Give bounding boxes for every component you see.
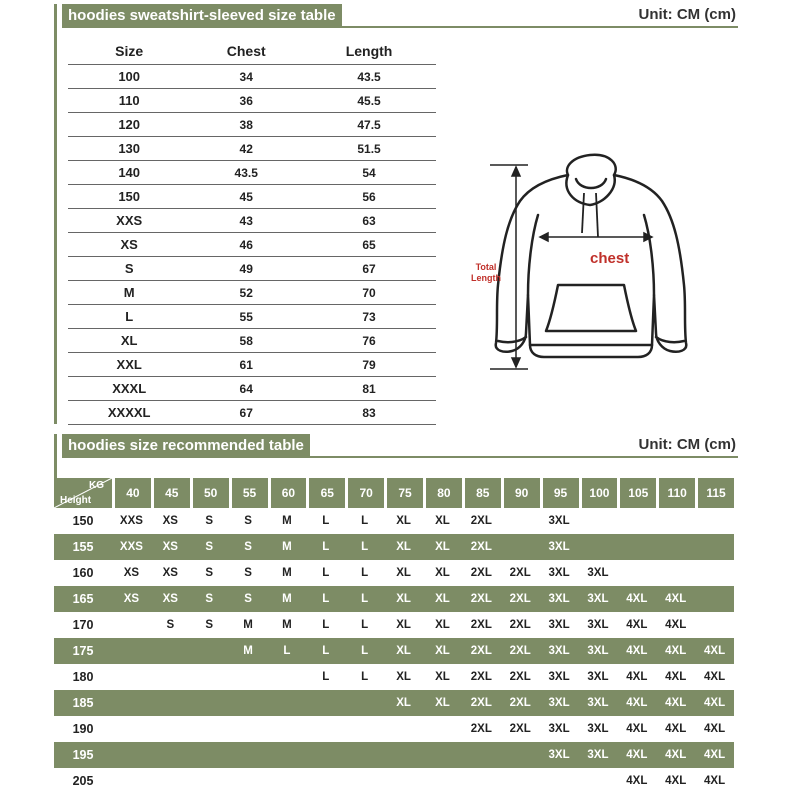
size-cell: XS — [123, 567, 140, 579]
height-cell: 160 — [72, 566, 94, 580]
size-cell: 4XL — [617, 586, 656, 612]
table-cell: XXL — [68, 353, 190, 377]
table-cell: 47.5 — [302, 113, 436, 137]
size-cell: S — [229, 534, 268, 560]
size-cell: 3XL — [548, 723, 570, 735]
size-table-title-underline — [62, 26, 738, 28]
weight-header: 45 — [151, 478, 190, 508]
table-cell: 52 — [190, 281, 302, 305]
size-cell — [112, 612, 151, 638]
size-cell — [268, 664, 307, 690]
table-cell: 100 — [68, 65, 190, 89]
table-cell: 54 — [302, 161, 436, 185]
size-cell — [151, 664, 190, 690]
size-cell — [190, 716, 229, 742]
size-cell: XL — [435, 619, 450, 631]
weight-header: 105 — [617, 478, 656, 508]
size-cell — [656, 534, 695, 560]
size-table — [68, 38, 436, 425]
size-cell: 2XL — [470, 723, 492, 735]
size-cell: 3XL — [587, 723, 609, 735]
recommended-table-unit: Unit: CM (cm) — [638, 436, 736, 453]
table-row — [68, 401, 436, 425]
size-cell — [112, 716, 151, 742]
size-cell: S — [244, 567, 252, 579]
size-cell — [112, 690, 151, 716]
size-cell — [112, 638, 151, 664]
table-cell: 67 — [190, 401, 302, 425]
corner-header — [54, 478, 112, 508]
size-cell — [695, 612, 734, 638]
size-cell: 3XL — [548, 515, 570, 527]
recommended-table-header — [54, 478, 734, 508]
table-row — [68, 89, 436, 113]
size-cell: XS — [162, 515, 178, 527]
size-cell: XL — [384, 586, 423, 612]
table-cell: 120 — [68, 113, 190, 137]
size-cell — [151, 716, 190, 742]
weight-header: 60 — [268, 478, 307, 508]
size-cell: S — [190, 534, 229, 560]
table-cell: 150 — [68, 185, 190, 209]
height-axis-label: Height — [60, 495, 92, 506]
size-cell: XL — [396, 515, 411, 527]
height-cell: 165 — [54, 586, 112, 612]
table-row — [68, 281, 436, 305]
size-cell — [151, 638, 190, 664]
size-cell: 3XL — [540, 534, 579, 560]
size-cell: 2XL — [501, 638, 540, 664]
size-cell: 3XL — [548, 567, 570, 579]
size-cell: L — [322, 515, 330, 527]
size-cell — [695, 560, 734, 586]
size-cell: L — [361, 515, 369, 527]
table-row — [68, 185, 436, 209]
size-cell — [695, 586, 734, 612]
size-cell: S — [166, 619, 175, 631]
table-cell: 140 — [68, 161, 190, 185]
table-cell: 38 — [190, 113, 302, 137]
table-cell: 81 — [302, 377, 436, 401]
size-cell — [501, 508, 540, 534]
weight-header: 110 — [656, 478, 695, 508]
table-cell: XXXXL — [68, 401, 190, 425]
size-cell — [384, 716, 423, 742]
size-cell: 2XL — [509, 619, 531, 631]
table-cell: XXS — [68, 209, 190, 233]
weight-header: 55 — [229, 478, 268, 508]
size-cell — [190, 768, 229, 794]
table-row — [68, 353, 436, 377]
table-cell: XS — [68, 233, 190, 257]
total-length-label-line2: Length — [471, 273, 501, 283]
size-cell — [229, 768, 268, 794]
size-cell — [423, 768, 462, 794]
size-table-col-header: Length — [345, 43, 393, 59]
table-cell: L — [68, 305, 190, 329]
size-cell — [617, 508, 656, 534]
chest-label: chest — [590, 250, 630, 267]
table-row — [54, 612, 734, 638]
height-cell: 185 — [54, 690, 112, 716]
table-cell: 76 — [302, 329, 436, 353]
table-row — [68, 233, 436, 257]
size-cell: 4XL — [695, 638, 734, 664]
table-row — [68, 113, 436, 137]
size-table-title: hoodies sweatshirt-sleeved size table — [62, 4, 342, 28]
size-cell: 4XL — [656, 638, 695, 664]
table-cell: 51.5 — [302, 137, 436, 161]
size-table-unit: Unit: CM (cm) — [638, 6, 736, 23]
total-length-label — [468, 262, 504, 284]
size-cell: XL — [384, 690, 423, 716]
size-cell: S — [205, 619, 214, 631]
weight-header: 65 — [306, 478, 345, 508]
size-cell — [617, 534, 656, 560]
height-cell: 205 — [72, 774, 94, 788]
size-cell: 2XL — [470, 515, 492, 527]
size-cell: 2XL — [470, 671, 492, 683]
height-cell: 175 — [54, 638, 112, 664]
size-cell — [306, 716, 345, 742]
size-cell: XL — [396, 671, 411, 683]
table-cell: 58 — [190, 329, 302, 353]
size-cell: L — [345, 534, 384, 560]
table-cell: S — [68, 257, 190, 281]
size-cell — [229, 664, 268, 690]
table-row — [54, 664, 734, 690]
weight-header: 75 — [384, 478, 423, 508]
table-row — [54, 716, 734, 742]
size-cell: L — [361, 671, 369, 683]
size-cell: XL — [423, 586, 462, 612]
size-cell — [190, 742, 229, 768]
size-cell: 2XL — [470, 619, 492, 631]
size-cell: 3XL — [579, 742, 618, 768]
height-cell: 190 — [72, 722, 94, 736]
size-cell: XL — [423, 534, 462, 560]
size-cell: 4XL — [704, 775, 726, 787]
size-cell: 2XL — [501, 690, 540, 716]
table-cell: 56 — [302, 185, 436, 209]
table-row — [54, 586, 734, 612]
weight-header: 70 — [345, 478, 384, 508]
size-cell: XS — [162, 567, 178, 579]
height-cell: 170 — [72, 618, 94, 632]
table-cell: XXXL — [68, 377, 190, 401]
table-cell: 55 — [190, 305, 302, 329]
size-cell: S — [205, 567, 214, 579]
size-cell: 3XL — [579, 638, 618, 664]
size-cell — [190, 690, 229, 716]
height-cell: 150 — [72, 514, 94, 528]
size-cell — [112, 742, 151, 768]
size-cell: XS — [112, 586, 151, 612]
table-row — [54, 638, 734, 664]
size-cell — [268, 742, 307, 768]
size-cell — [306, 690, 345, 716]
size-cell: XXS — [112, 534, 151, 560]
weight-header: 50 — [190, 478, 229, 508]
size-cell — [229, 690, 268, 716]
size-cell: S — [229, 586, 268, 612]
size-cell: M — [268, 534, 307, 560]
size-cell: XL — [423, 638, 462, 664]
size-cell: 4XL — [665, 723, 687, 735]
size-cell — [268, 768, 307, 794]
size-cell: 4XL — [617, 690, 656, 716]
size-cell — [112, 664, 151, 690]
size-cell: 2XL — [470, 567, 492, 579]
table-cell: 83 — [302, 401, 436, 425]
weight-header: 85 — [462, 478, 501, 508]
size-cell: 4XL — [665, 775, 687, 787]
size-cell — [151, 768, 190, 794]
size-table-col-header: Chest — [226, 43, 266, 59]
recommended-table — [54, 478, 734, 794]
size-cell: XL — [396, 567, 411, 579]
size-cell: M — [282, 619, 292, 631]
hoodie-illustration — [468, 145, 728, 395]
table-row — [54, 508, 734, 534]
table-row — [68, 161, 436, 185]
size-cell: 3XL — [579, 690, 618, 716]
size-cell — [579, 768, 618, 794]
size-cell — [462, 742, 501, 768]
size-cell — [306, 768, 345, 794]
size-cell: L — [322, 619, 330, 631]
size-cell: 4XL — [704, 723, 726, 735]
size-cell: 2XL — [501, 586, 540, 612]
size-cell — [151, 742, 190, 768]
size-cell: XL — [384, 638, 423, 664]
weight-header: 80 — [423, 478, 462, 508]
table-row — [54, 768, 734, 794]
size-cell: 4XL — [617, 638, 656, 664]
size-cell — [501, 742, 540, 768]
table-cell: 73 — [302, 305, 436, 329]
table-cell: 42 — [190, 137, 302, 161]
size-cell: 4XL — [656, 586, 695, 612]
table-row — [68, 65, 436, 89]
size-cell — [617, 560, 656, 586]
table-row — [54, 742, 734, 768]
size-cell: 4XL — [704, 671, 726, 683]
weight-header: 115 — [695, 478, 734, 508]
size-cell: S — [190, 586, 229, 612]
table-cell: 34 — [190, 65, 302, 89]
table-cell: 61 — [190, 353, 302, 377]
height-cell: 155 — [54, 534, 112, 560]
size-cell: 4XL — [665, 619, 687, 631]
table-cell: XL — [68, 329, 190, 353]
size-cell: L — [361, 619, 369, 631]
size-cell: 4XL — [626, 775, 648, 787]
size-cell — [345, 690, 384, 716]
table-cell: 45 — [190, 185, 302, 209]
size-cell — [656, 560, 695, 586]
size-cell — [462, 768, 501, 794]
size-cell: XXS — [119, 515, 143, 527]
size-cell — [268, 690, 307, 716]
size-cell: M — [282, 567, 292, 579]
table-row — [54, 534, 734, 560]
size-cell — [229, 716, 268, 742]
size-cell — [151, 690, 190, 716]
size-table-header — [68, 38, 436, 65]
size-cell — [345, 716, 384, 742]
size-cell — [423, 716, 462, 742]
size-cell: 4XL — [626, 671, 648, 683]
size-cell — [423, 742, 462, 768]
size-cell — [656, 508, 695, 534]
table-row — [54, 690, 734, 716]
size-cell: 4XL — [695, 690, 734, 716]
size-cell — [345, 742, 384, 768]
size-cell — [229, 742, 268, 768]
size-cell: L — [322, 671, 330, 683]
size-cell: 3XL — [540, 638, 579, 664]
size-cell — [345, 768, 384, 794]
size-cell — [112, 768, 151, 794]
table-cell: 43.5 — [302, 65, 436, 89]
size-cell — [306, 742, 345, 768]
size-cell: 3XL — [587, 619, 609, 631]
table-row — [68, 305, 436, 329]
size-cell: 4XL — [656, 742, 695, 768]
size-cell — [579, 508, 618, 534]
table-cell: 65 — [302, 233, 436, 257]
size-cell: 2XL — [462, 586, 501, 612]
size-cell: 2XL — [509, 671, 531, 683]
size-cell — [190, 638, 229, 664]
section-divider-left — [54, 4, 57, 424]
size-cell: L — [361, 567, 369, 579]
table-row — [68, 257, 436, 281]
table-cell: 64 — [190, 377, 302, 401]
table-cell: 79 — [302, 353, 436, 377]
size-cell: M — [282, 515, 292, 527]
size-cell: L — [345, 586, 384, 612]
weight-axis-label: KG — [89, 480, 104, 491]
table-row — [54, 560, 734, 586]
size-cell: 3XL — [579, 586, 618, 612]
size-cell: 3XL — [540, 690, 579, 716]
size-cell: XS — [151, 586, 190, 612]
size-cell — [384, 742, 423, 768]
size-cell: S — [205, 515, 214, 527]
size-cell: L — [322, 567, 330, 579]
size-cell: 4XL — [656, 690, 695, 716]
size-cell: 3XL — [587, 567, 609, 579]
size-cell: S — [244, 515, 252, 527]
table-cell: 45.5 — [302, 89, 436, 113]
size-cell: L — [306, 638, 345, 664]
size-cell — [268, 716, 307, 742]
size-cell: 3XL — [548, 671, 570, 683]
total-length-label-line1: Total — [475, 262, 497, 272]
table-cell: 110 — [68, 89, 190, 113]
section-divider-left-2 — [54, 434, 57, 478]
size-cell: M — [268, 586, 307, 612]
table-cell: 46 — [190, 233, 302, 257]
size-cell: XL — [423, 690, 462, 716]
size-cell: 2XL — [509, 567, 531, 579]
table-cell: 67 — [302, 257, 436, 281]
table-row — [68, 377, 436, 401]
table-cell: M — [68, 281, 190, 305]
table-row — [68, 137, 436, 161]
size-cell: 4XL — [665, 671, 687, 683]
size-cell: 3XL — [540, 586, 579, 612]
size-cell: 3XL — [548, 619, 570, 631]
size-cell — [695, 508, 734, 534]
size-cell: 2XL — [509, 723, 531, 735]
size-cell: 3XL — [587, 671, 609, 683]
size-cell: L — [306, 586, 345, 612]
weight-header: 95 — [540, 478, 579, 508]
table-cell: 70 — [302, 281, 436, 305]
size-cell: 2XL — [462, 534, 501, 560]
size-cell: L — [268, 638, 307, 664]
size-cell: 3XL — [540, 742, 579, 768]
weight-header: 40 — [112, 478, 151, 508]
table-cell: 43.5 — [190, 161, 302, 185]
table-cell: 49 — [190, 257, 302, 281]
size-cell: XL — [435, 671, 450, 683]
size-cell: XS — [151, 534, 190, 560]
size-cell: M — [229, 638, 268, 664]
size-cell: 2XL — [462, 690, 501, 716]
size-cell: 4XL — [626, 723, 648, 735]
weight-header: 90 — [501, 478, 540, 508]
height-cell: 195 — [54, 742, 112, 768]
size-cell: XL — [435, 515, 450, 527]
size-table-col-header: Size — [115, 43, 144, 59]
table-cell: 63 — [302, 209, 436, 233]
size-cell — [190, 664, 229, 690]
table-cell: 130 — [68, 137, 190, 161]
table-row — [68, 209, 436, 233]
size-cell: 4XL — [626, 619, 648, 631]
size-cell — [501, 768, 540, 794]
recommended-table-title-underline — [62, 456, 738, 458]
size-cell: 4XL — [695, 742, 734, 768]
size-cell: XL — [396, 619, 411, 631]
height-cell: 180 — [72, 670, 94, 684]
size-cell: XL — [435, 567, 450, 579]
table-row — [68, 329, 436, 353]
recommended-table-title: hoodies size recommended table — [62, 434, 310, 458]
size-cell: XL — [384, 534, 423, 560]
size-cell: M — [243, 619, 253, 631]
weight-header: 100 — [579, 478, 618, 508]
table-cell: 36 — [190, 89, 302, 113]
size-cell — [695, 534, 734, 560]
size-cell: 2XL — [462, 638, 501, 664]
size-cell: L — [345, 638, 384, 664]
size-cell — [540, 768, 579, 794]
table-cell: 43 — [190, 209, 302, 233]
size-cell: 4XL — [617, 742, 656, 768]
size-cell — [501, 534, 540, 560]
size-cell — [579, 534, 618, 560]
size-cell — [384, 768, 423, 794]
size-cell: L — [306, 534, 345, 560]
